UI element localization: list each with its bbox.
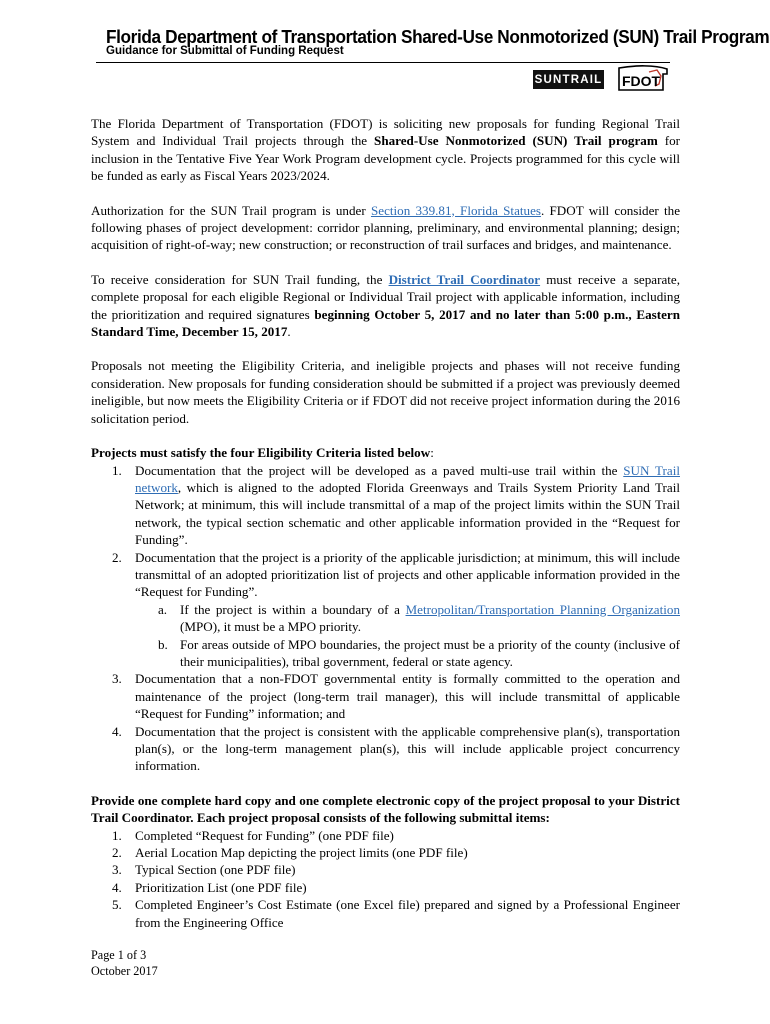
submittal-item: 4. Prioritization List (one PDF file) (112, 879, 307, 895)
criteria-subitem: a. If the project is within a boundary of a Metropolitan/Transportation Planning Organization (MPO), it must be a MPO priority. (158, 601, 680, 635)
submittal-item: 1. Completed “Request for Funding” (one PDF file) (112, 827, 394, 843)
criteria-heading: Projects must satisfy the four Eligibility Criteria listed below: (91, 445, 434, 461)
page-footer (91, 947, 158, 979)
submittal-item: 5. Completed Engineer’s Cost Estimate (one Excel file) prepared and signed by a Professional Engineer from the Engineering Office (112, 897, 680, 930)
district-trail-coordinator-link[interactable]: District Trail Coordinator (388, 271, 541, 287)
sun-trail-network-link[interactable]: SUN Trail network (135, 462, 680, 495)
document-subtitle: Guidance for Submittal of Funding Request (106, 45, 344, 57)
eligibility-note-paragraph: Proposals not meeting the Eligibility Criteria, and ineligible projects and phases will not receive funding consideration. New proposals for funding consideration should be submitted if a project was previously deemed ineligible, but now meets the Eligibility Criteria or if FDOT did not receive project information during the 2016 solicitation period. (91, 358, 680, 426)
fdot-logo (615, 64, 671, 94)
fdot-logo-text: FDOT (622, 73, 661, 89)
statute-link[interactable]: Section 339.81, Florida Statues (370, 202, 541, 218)
document-body (91, 115, 680, 931)
footer-date: October 2017 (91, 964, 158, 978)
mpo-link[interactable]: Metropolitan/Transportation Planning Organization (405, 601, 680, 617)
document-title: Florida Department of Transportation Shared-Use Nonmotorized (SUN) Trail Program (106, 26, 770, 47)
criteria-item: 1. Documentation that the project will be developed as a paved multi-use trail within the SUN Trail network, which is aligned to the adopted Florida Greenways and Trails System Priority Land Trail Network; at minimum, this will include transmittal of a map of the project limits within the SUN Trail network, the typical section schematic and other applicable information provided in the “Request for Funding”. (112, 462, 680, 548)
deadline-paragraph: To receive consideration for SUN Trail funding, the District Trail Coordinator must receive a separate, complete proposal for each eligible Regional or Individual Trail project with applicable information, including the prioritization and required signatures beginning October 5, 2017 and no later than 5:00 p.m., Eastern Standard Time, December 15, 2017. (91, 271, 680, 340)
authorization-paragraph: Authorization for the SUN Trail program is under Section 339.81, Florida Statues. FDOT will consider the following phases of project development: corridor planning, preliminary, and environmental planning; design; acquisition of right-of-way; new construction; or reconstruction of trail surfaces and bridges, and maintenance. (91, 202, 681, 253)
submittal-item: 2. Aerial Location Map depicting the project limits (one PDF file) (112, 845, 468, 861)
criteria-item: 3. Documentation that a non-FDOT governmental entity is formally committed to the operation and maintenance of the project (long-term trail manager), this will include transmittal of applicable “Request for Funding” information; and (112, 671, 680, 722)
submittal-item: 3. Typical Section (one PDF file) (112, 862, 296, 878)
criteria-subitem: b. For areas outside of MPO boundaries, the project must be a priority of the county (inclusive of their municipalities), tribal government, federal or state agency. (158, 636, 680, 669)
submittal-heading: Provide one complete hard copy and one complete electronic copy of the project proposal to your District Trail Coordinator. Each project proposal consists of the following submittal items: (91, 792, 680, 826)
intro-paragraph: The Florida Department of Transportation (FDOT) is soliciting new proposals for funding Regional Trail System and Individual Trail projects through the Shared-Use Nonmotorized (SUN) Trail program for inclusion in the Tentative Five Year Work Program development cycle. Projects programmed for this cycle will be funded as early as Fiscal Years 2023/2024. (91, 116, 680, 184)
criteria-item: 4. Documentation that the project is consistent with the applicable comprehensive plan(s), transportation plan(s), or the long-term management plan(s), this will include applicable project concurrency information. (112, 723, 680, 774)
page-number: Page 1 of 3 (91, 948, 147, 962)
header-divider (96, 62, 670, 63)
suntrail-logo-text: SUNTRAIL (534, 73, 603, 86)
suntrail-logo (533, 70, 604, 89)
criteria-item: 2. Documentation that the project is a priority of the applicable jurisdiction; at minimum, this will include transmittal of an adopted prioritization list of projects and other applicable information provided in the “Request for Funding”. (112, 549, 680, 600)
